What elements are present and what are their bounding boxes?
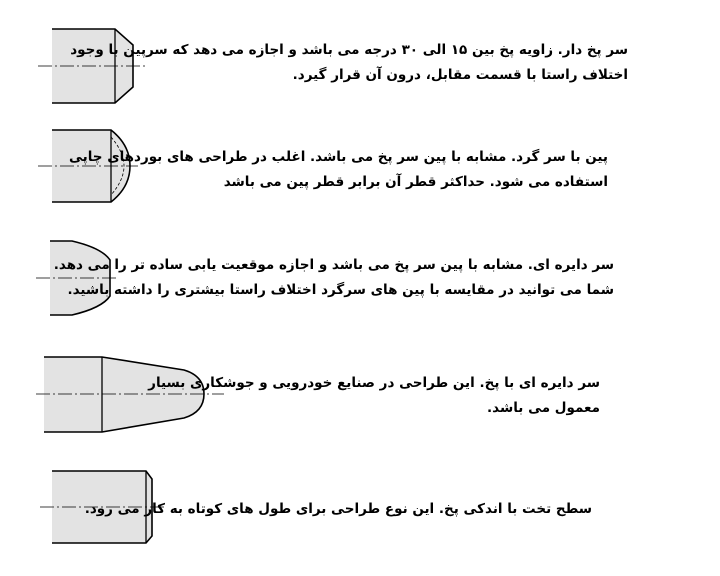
description-line: سر دایره ای با پخ. این طراحی در صنایع خودرویی و جوشکاری بسیار xyxy=(148,375,600,391)
description-line: استفاده می شود. حداکثر قطر آن برابر قطر پین می باشد xyxy=(223,174,608,190)
bullet-pin-description xyxy=(148,371,600,421)
flat-pin-description xyxy=(85,497,592,522)
description-line: اختلاف راستا با قسمت مقابل، درون آن قرار گیرد. xyxy=(292,67,628,83)
radius-pin-description xyxy=(54,253,614,303)
description-line: سر دایره ای. مشابه با پین سر پخ می باشد و اجازه موقعیت یابی ساده تر را می دهد. xyxy=(53,257,614,273)
rounded-pin-description xyxy=(69,145,608,195)
description-line: معمول می باشد. xyxy=(487,400,600,416)
chamfered-pin-description xyxy=(70,38,628,88)
description-line: شما می توانید در مقایسه با پین های سرگرد اختلاف راستا بیشتری را داشته باشید. xyxy=(67,282,614,298)
description-line: سر پخ دار. زاویه پخ بین ۱۵ الی ۳۰ درجه می باشد و اجازه می دهد که سرپین با وجود xyxy=(70,42,628,58)
description-line: پین با سر گرد. مشابه با پین سر پخ می باشد. اغلب در طراحی های بوردهای چاپی xyxy=(68,149,608,165)
description-line: سطح تخت با اندکی پخ. این نوع طراحی برای طول های کوتاه به کار می رود. xyxy=(84,501,592,517)
